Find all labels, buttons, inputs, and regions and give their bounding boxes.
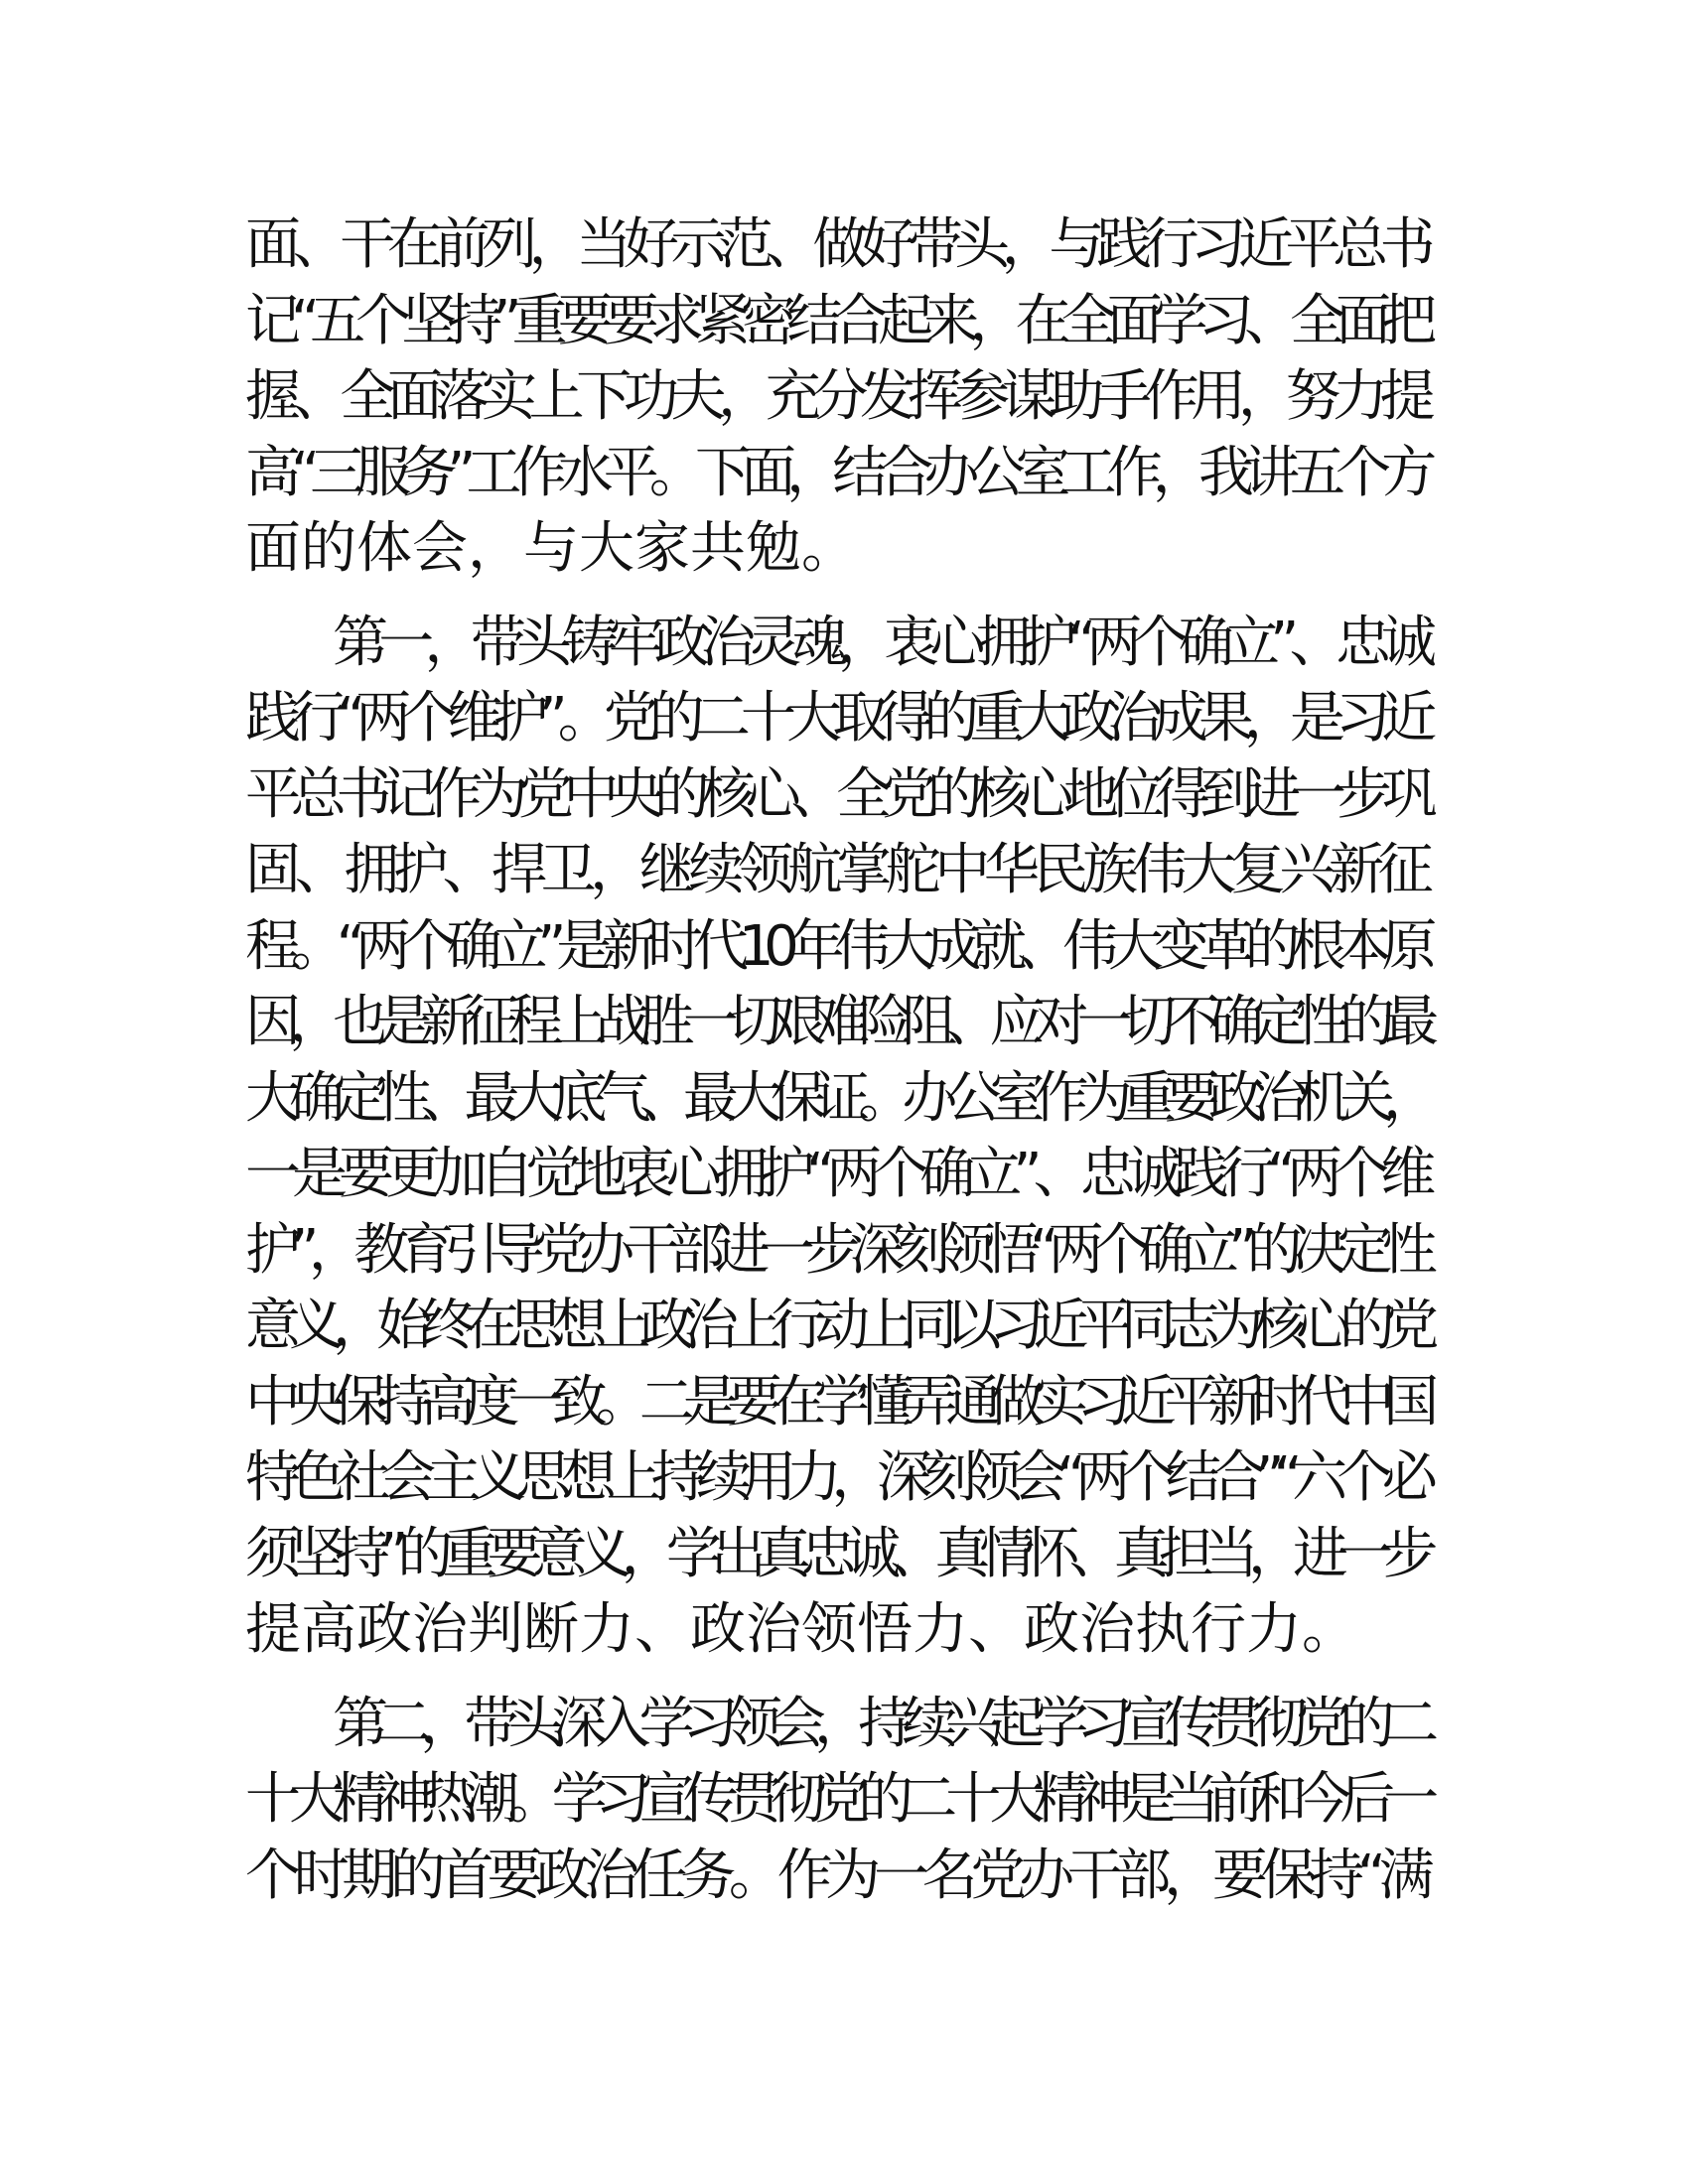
text-line: 固、拥护、捍卫，继续领航掌舵中华民族伟大复兴新征: [245, 838, 1427, 902]
text-line: 须坚持”的重要意义，学出真忠诚、真情怀、真担当，进一步: [245, 1521, 1427, 1586]
text-line: 握、全面落实上下功夫，充分发挥参谋助手作用，努力提: [245, 364, 1427, 429]
paragraph: [245, 1687, 1427, 1915]
text-line: 面的体会，与大家共勉。: [245, 516, 857, 581]
text-line: 一是要更加自觉地衷心拥护“两个确立”、忠诚践行“两个维: [245, 1142, 1427, 1206]
text-line: 面、干在前列，当好示范、做好带头，与践行习近平总书: [245, 212, 1427, 277]
text-line: 大确定性、最大底气、最大保证。办公室作为重要政治机关，: [245, 1065, 1427, 1131]
text-line: 十大精神热潮。学习宣传贯彻党的二十大精神是当前和今后一: [245, 1767, 1427, 1832]
text-line: 记“五个坚持”重要要求紧密结合起来，在全面学习、全面把: [245, 288, 1427, 353]
text-line: 第二，带头深入学习领会，持续兴起学习宣传贯彻党的二: [333, 1691, 1427, 1756]
text-line: 因，也是新征程上战胜一切艰难险阻、应对一切不确定性的最: [245, 990, 1427, 1054]
text-line: 第一，带头铸牢政治灵魂，衷心拥护“两个确立”、忠诚: [333, 610, 1427, 675]
text-line: 个时期的首要政治任务。作为一名党办干部，要保持“满: [245, 1843, 1427, 1908]
text-line: 特色社会主义思想上持续用力，深刻领会“两个结合”“六个必: [245, 1445, 1427, 1510]
text-line: 提高政治判断力、政治领悟力、政治执行力。: [245, 1597, 1357, 1662]
text-line: 平总书记作为党中央的核心、全党的核心地位得到进一步巩: [245, 761, 1427, 827]
text-line: 中央保持高度一致。二是要在学懂弄通做实习近平新时代中国: [245, 1369, 1427, 1434]
text-line: 护”，教育引导党办干部进一步深刻领悟“两个确立”的决定性: [245, 1217, 1427, 1283]
document-page: [245, 207, 1427, 1932]
paragraph: [245, 207, 1427, 588]
text-line: 意义，始终在思想上政治上行动上同以习近平同志为核心的党: [245, 1294, 1427, 1358]
paragraph: [245, 606, 1427, 1669]
text-line: 高“三服务”工作水平。下面，结合办公室工作，我讲五个方: [245, 440, 1427, 505]
text-line: 程。“两个确立”是新时代10年伟大成就、伟大变革的根本原: [245, 913, 1427, 979]
text-line: 践行“两个维护”。党的二十大取得的重大政治成果，是习近: [245, 686, 1427, 751]
